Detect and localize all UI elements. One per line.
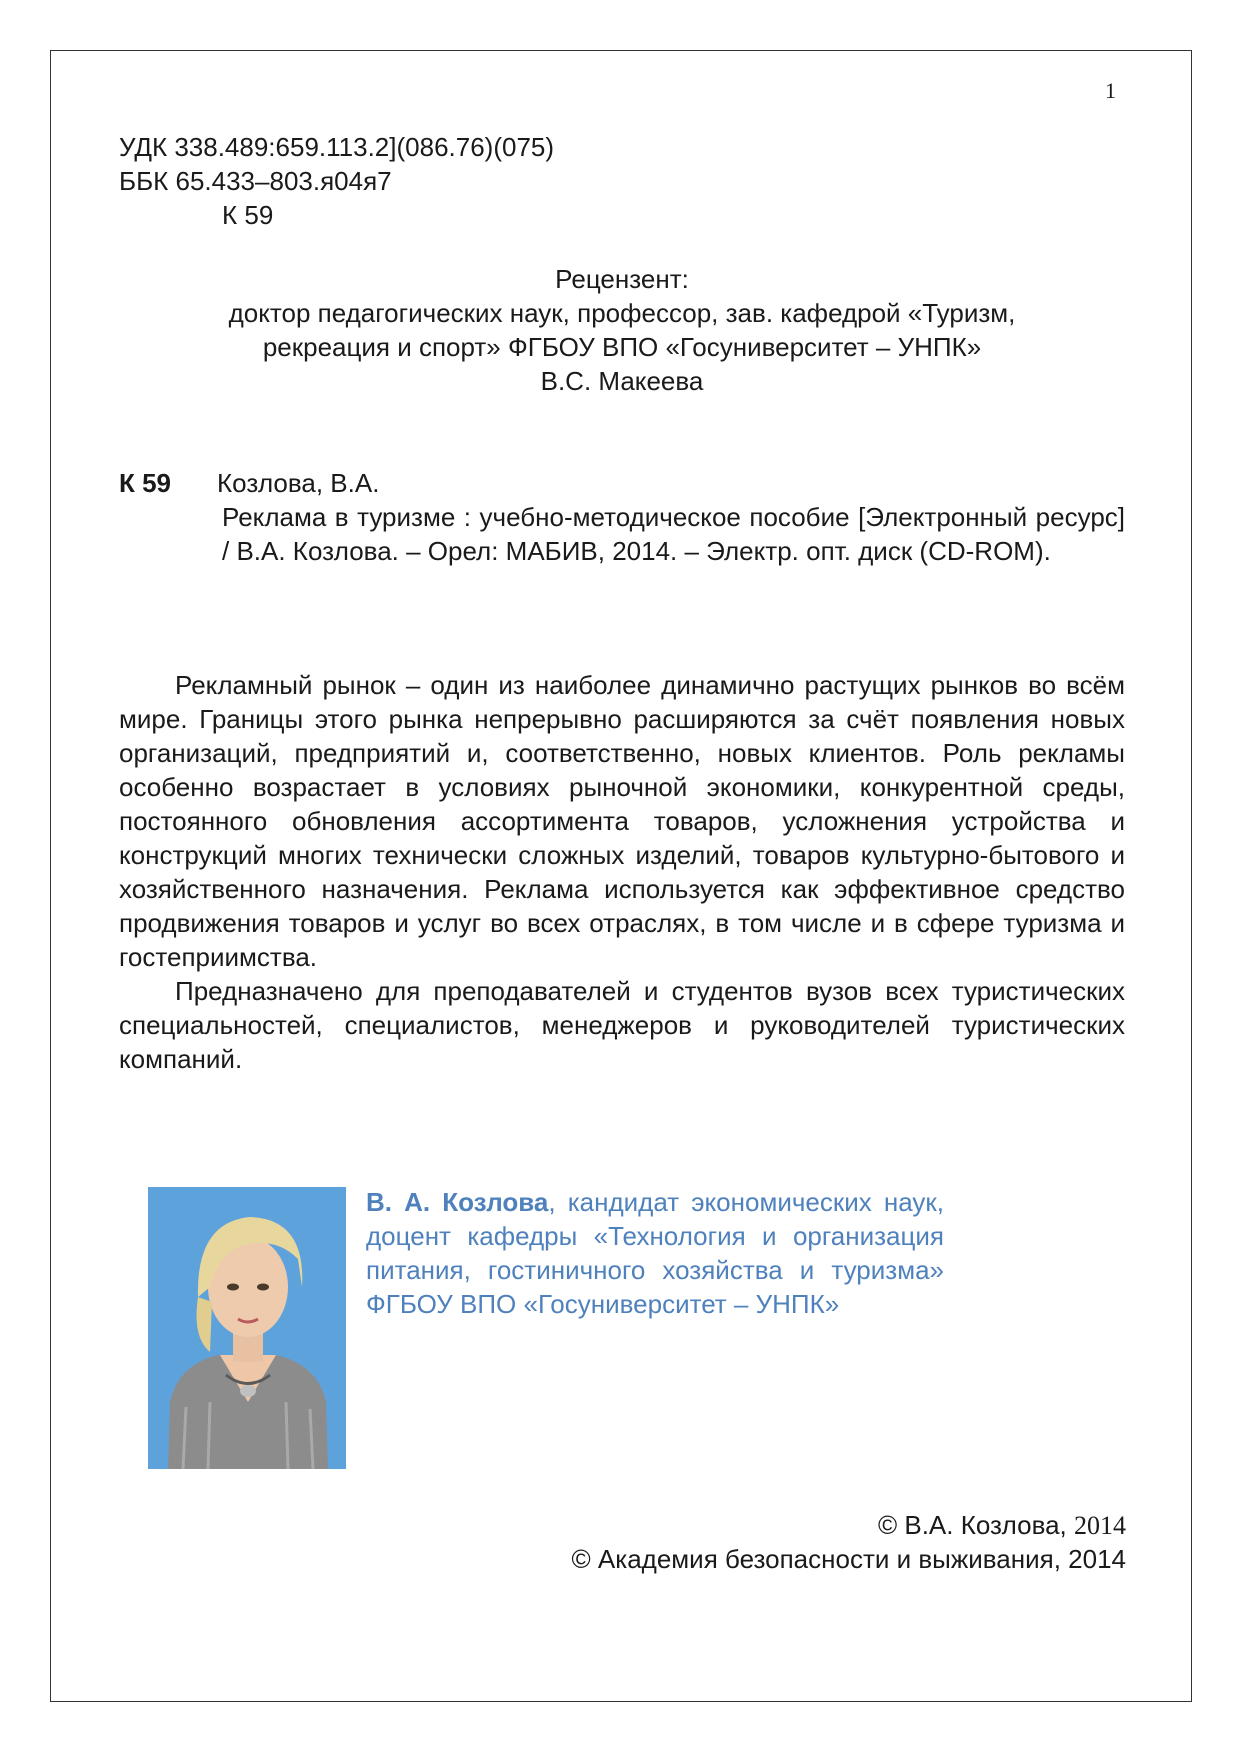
udk-code: УДК 338.489:659.113.2](086.76)(075) xyxy=(119,132,555,162)
bibliography-author: Козлова, В.А. xyxy=(217,468,380,498)
author-bio-text: , кандидат экономических наук, доцент кафедры «Технология и организация питания, гостиничного хозяйства и туризма» ФГБОУ ВПО «Госуниверситет – УНПК» xyxy=(366,1187,944,1319)
reviewer-line-1: доктор педагогических наук, профессор, зав. кафедрой «Туризм, xyxy=(228,298,1016,328)
reviewer-heading: Рецензент: xyxy=(555,264,689,294)
abstract xyxy=(119,668,1125,1076)
bbk-code: ББК 65.433–803.я04я7 xyxy=(119,166,392,196)
abstract-paragraph-1: Рекламный рынок – один из наиболее динамично растущих рынков во всём мире. Границы этого рынка непрерывно расширяются за счёт появления новых организаций, предприятий и, соответственно, новых клиентов. Роль рекламы особенно возрастает в условиях рыночной экономики, конкурентной среды, постоянного обновления ассортимента товаров, усложнения устройства и конструкций многих технически сложных изделий, товаров культурно-бытового и хозяйственного назначения. Реклама используется как эффективное средство продвижения товаров и услуг во всех отраслях, в том числе и в сфере туризма и гостеприимства. xyxy=(119,670,1125,972)
copyright-author-prefix: © В.А. Козлова, xyxy=(877,1510,1074,1540)
page-number: 1 xyxy=(1105,78,1116,103)
bibliography-mark: К 59 xyxy=(119,468,172,498)
author-bio-name: В. А. Козлова xyxy=(366,1187,549,1217)
copyright-author-year: 2014 xyxy=(1074,1511,1126,1540)
copyright-publisher: © Академия безопасности и выживания, 2014 xyxy=(571,1544,1126,1574)
author-bio xyxy=(366,1185,944,1321)
reviewer-name: В.С. Макеева xyxy=(540,366,704,396)
author-photo xyxy=(148,1187,346,1469)
reviewer-line-2: рекреация и спорт» ФГБОУ ВПО «Госуниверситет – УНПК» xyxy=(262,332,982,362)
bibliography-description: Реклама в туризме : учебно-методическое пособие [Электронный ресурс] / В.А. Козлова. – Орел: МАБИВ, 2014. – Электр. опт. диск (CD-ROM). xyxy=(222,502,1125,566)
author-mark: К 59 xyxy=(222,200,274,230)
abstract-paragraph-2: Предназначено для преподавателей и студентов вузов всех туристических специальностей, специалистов, менеджеров и руководителей туристических компаний. xyxy=(119,976,1125,1074)
copyright-author xyxy=(878,1508,1126,1543)
